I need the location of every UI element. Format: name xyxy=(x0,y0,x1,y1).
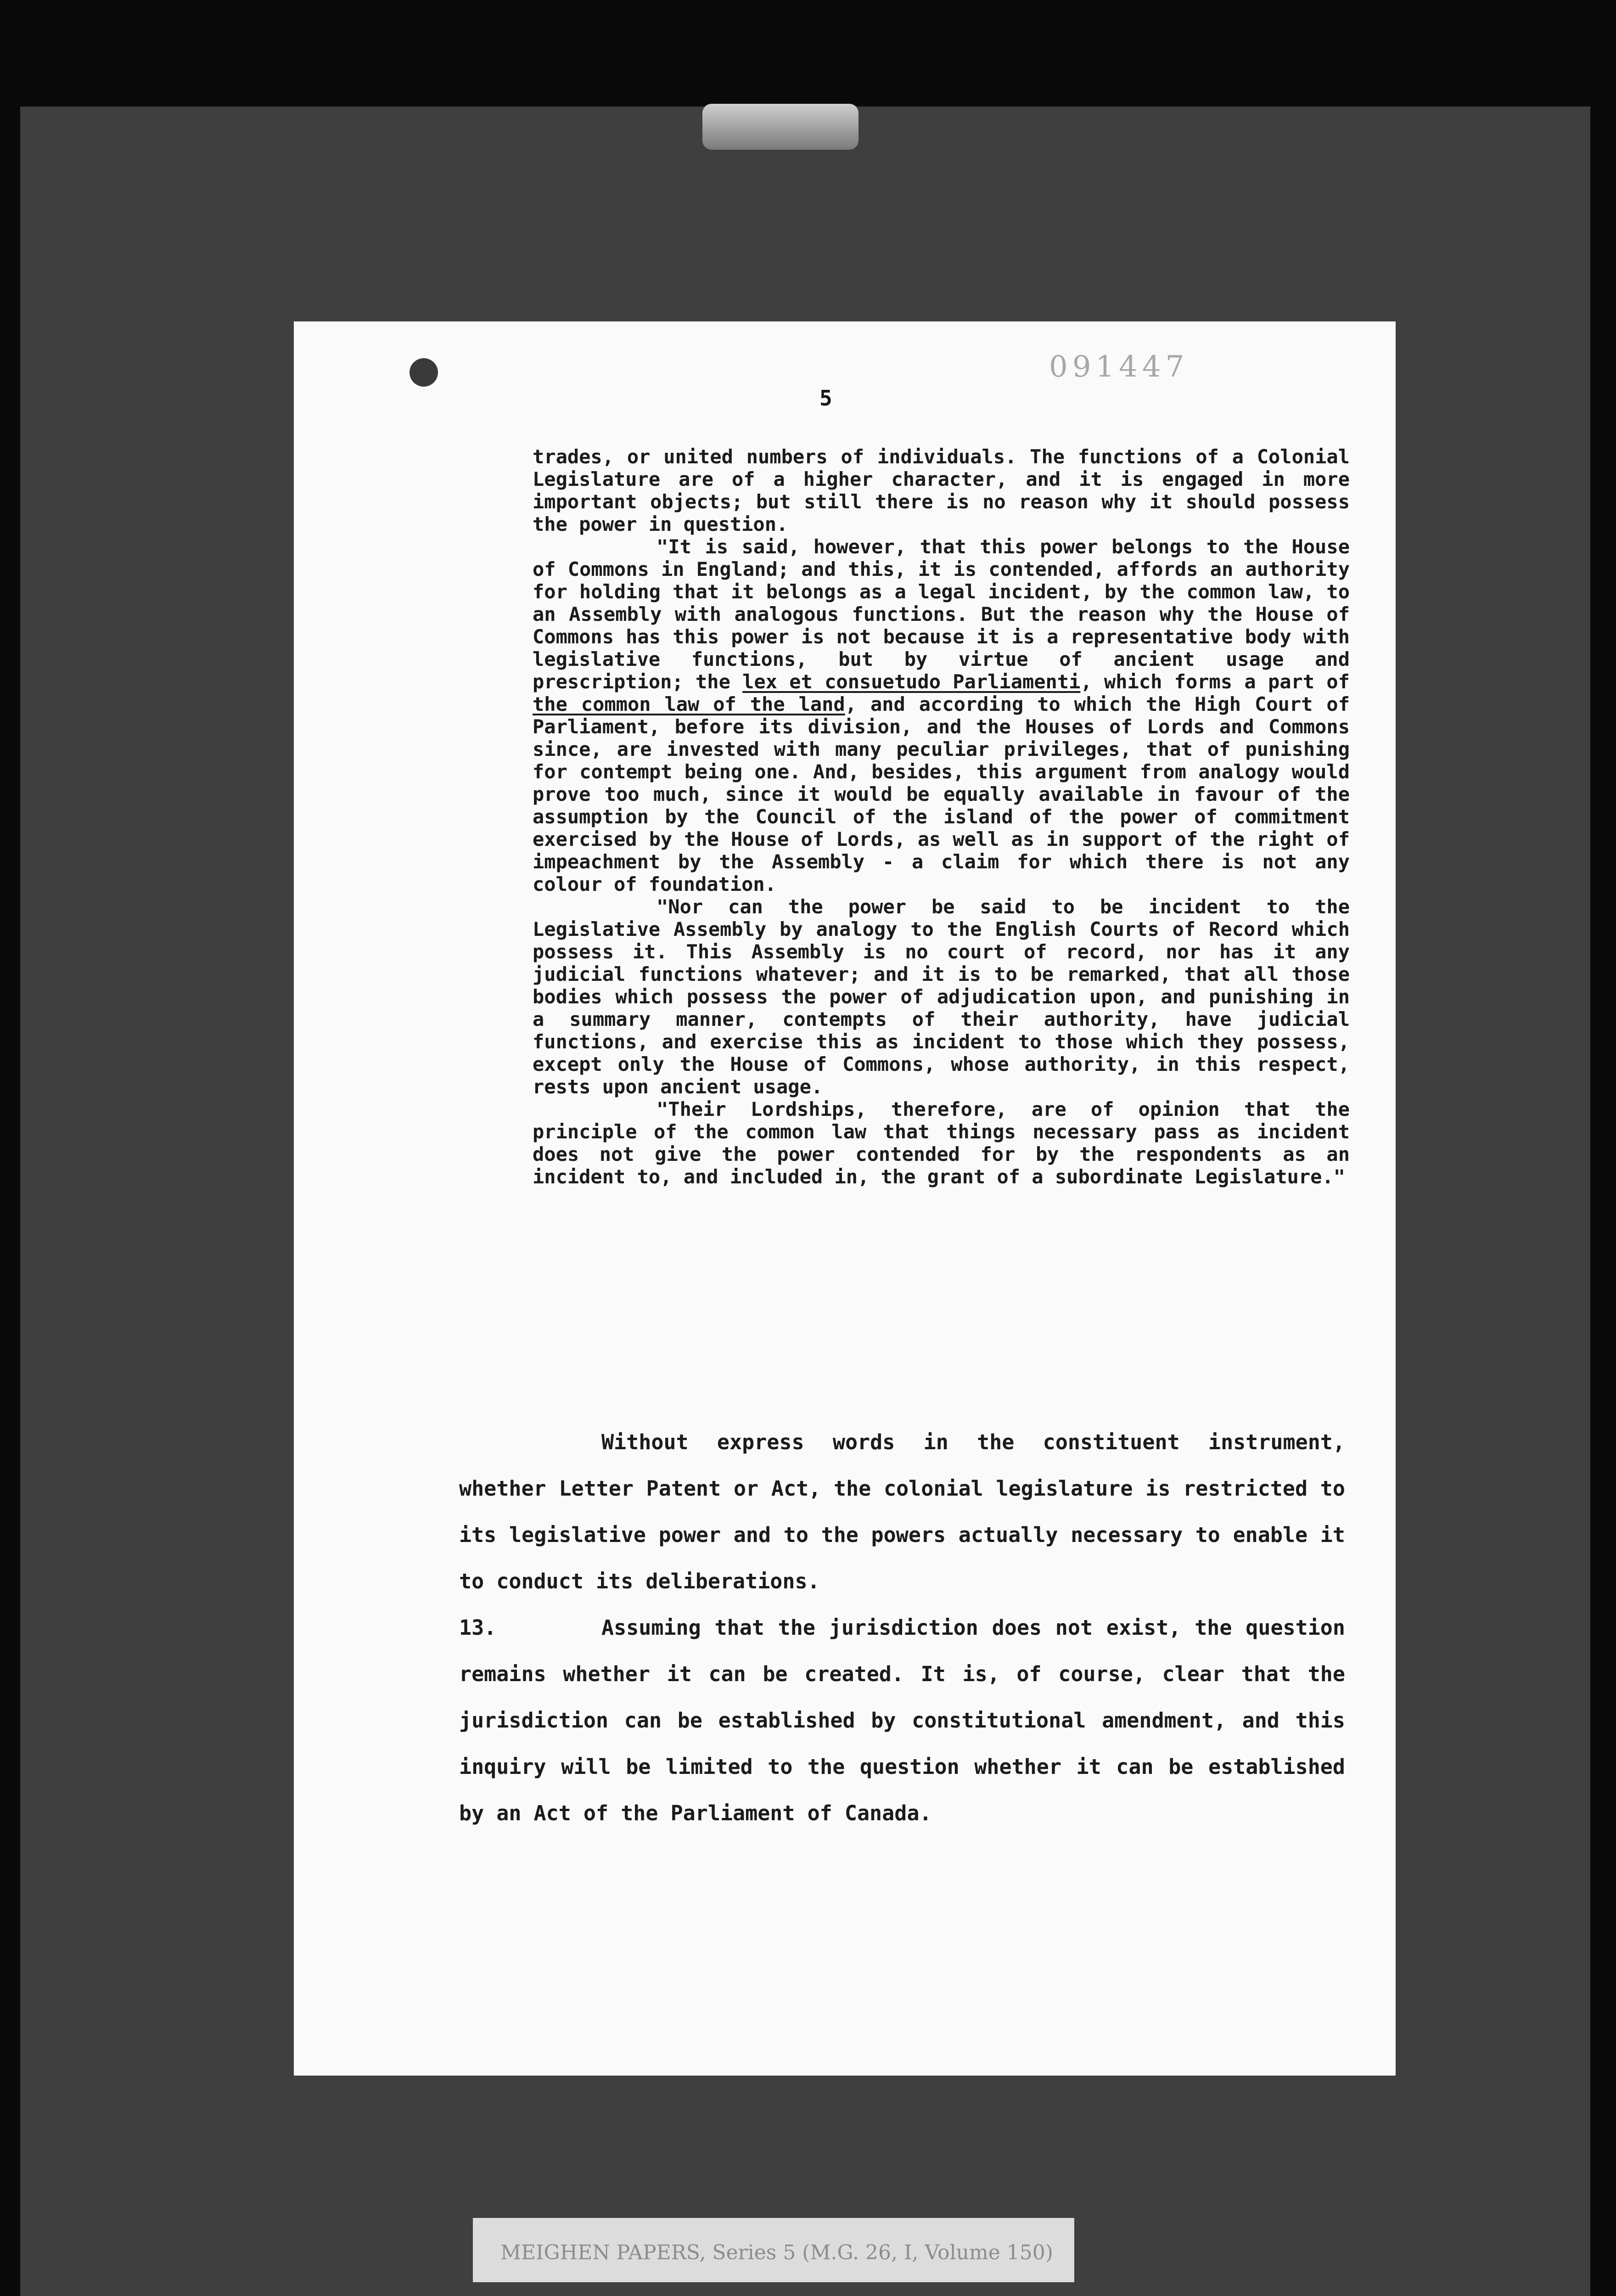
quote-text: "It is said, however, that this power belongs to the House of Commons in England; and this, it is contended, affords an authority for holding that it belongs as a legal incident, by the common law, to an Assembly with analogous functions. But the reason why the House of Commons has this power is not because it is a representative body with legislative functions, but by virtue of ancient usage and prescription; the xyxy=(533,535,1350,693)
quote-paragraph xyxy=(533,535,1350,895)
quoted-judgment-text xyxy=(533,445,1350,1188)
quote-text: "Nor can the power be said to be incident to the Legislative Assembly by analogy to the English Courts of Record which possess it. This Assembly is no court of record, nor has it any judicial functions whatever; and it is to be remarked, that all those bodies which possess the power of adjudication upon, and punishing in a summary manner, contempts of their authority, have judicial functions, and exercise this as incident to those which they possess, except only the House of Commons, whose authority, in this respect, rests upon ancient usage. xyxy=(533,895,1350,1098)
quote-text: , and according to which the High Court of Parliament, before its division, and the Houses of Lords and Commons since, are invested with many peculiar privileges, that of punishing for contempt being one. And, besides, this argument from analogy would prove too much, since it would be equally available in favour of the assumption by the Council of the island of the power of commitment exercised by the House of Lords, as well as in support of the right of impeachment by the Assembly - a claim for which there is not any colour of foundation. xyxy=(533,693,1350,895)
quote-paragraph xyxy=(533,895,1350,1098)
underlined-phrase: the common law of the land xyxy=(533,693,845,715)
quote-paragraph xyxy=(533,1098,1350,1188)
reference-label xyxy=(473,2218,1074,2282)
page-number: 5 xyxy=(819,386,832,411)
quote-paragraph xyxy=(533,445,1350,535)
body-paragraph xyxy=(459,1604,1345,1836)
quote-text: , which forms a part of xyxy=(1080,670,1350,693)
underlined-phrase: lex et consuetudo Parliamenti xyxy=(742,670,1081,693)
paragraph-number: 13. xyxy=(459,1615,497,1640)
quote-text: "Their Lordships, therefore, are of opinion that the principle of the common law that things necessary pass as incident does not give the power contended for by the respondents as an incident to, and included in, the grant of a subordinate Legislature." xyxy=(533,1098,1350,1188)
document-page xyxy=(294,321,1396,2076)
main-body-text xyxy=(459,1419,1345,1836)
binder-clip xyxy=(702,104,858,150)
punch-hole xyxy=(410,358,438,387)
stamp-number: 091447 xyxy=(1049,350,1189,384)
body-paragraph xyxy=(459,1419,1345,1604)
paragraph-text: Assuming that the jurisdiction does not exist, the question remains whether it can be created. It is, of course, clear that the jurisdiction can be established by constitutional amendment, and this inquiry will be limited to the question whether it can be established by an Act of the Parliament of Canada. xyxy=(459,1615,1345,1825)
quote-text: trades, or united numbers of individuals. The functions of a Colonial Legislature are of a higher character, and it is engaged in more important objects; but still there is no reason why it should possess the power in question. xyxy=(533,445,1350,535)
reference-label-text: MEIGHEN PAPERS, Series 5 (M.G. 26, I, Volume 150) xyxy=(500,2241,1053,2264)
paragraph-text: Without express words in the constituent instrument, whether Letter Patent or Act, the colonial legislature is restricted to its legislative power and to the powers actually necessary to enable it to conduct its deliberations. xyxy=(459,1430,1345,1593)
